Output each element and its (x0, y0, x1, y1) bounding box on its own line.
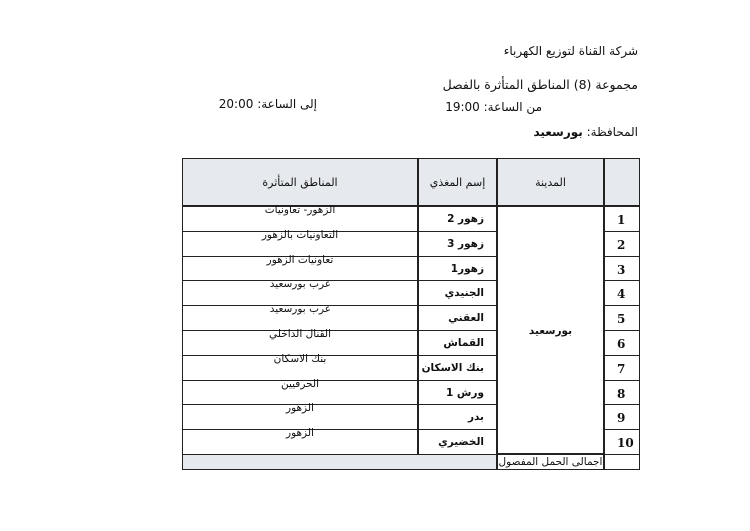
feeder-cell (418, 305, 497, 331)
col-header-city: المدينة (497, 158, 604, 206)
total-number-cell (604, 454, 640, 470)
row-number-cell (604, 380, 640, 406)
feeder-cell (418, 206, 497, 232)
area-cell (182, 429, 418, 455)
feeder-cell (418, 256, 497, 282)
to-time (219, 97, 317, 111)
feeder-cell (418, 380, 497, 406)
area-text: غرب بورسعيد (269, 278, 331, 291)
area-text: التعاونيات بالزهور (261, 228, 339, 241)
city-cell (497, 206, 604, 454)
governorate-label: المحافظة: (586, 125, 638, 139)
feeder-cell (418, 231, 497, 257)
row-number: 1 (617, 213, 626, 227)
row-number-cell (604, 231, 640, 257)
row-number-cell (604, 330, 640, 356)
area-text: غرب بورسعيد (269, 303, 331, 316)
total-value-cell (182, 454, 497, 470)
total-label: اجمالى الحمل المفصول (498, 456, 603, 468)
row-number-cell (604, 305, 640, 331)
row-number: 10 (617, 436, 634, 451)
row-number: 8 (617, 386, 626, 401)
col-header-number (604, 158, 640, 206)
governorate (533, 125, 638, 139)
row-number-cell (604, 206, 640, 232)
col-header-feeder: إسم المغذي (418, 158, 497, 206)
row-number: 5 (617, 312, 626, 327)
outage-table (182, 158, 640, 470)
row-number-cell (604, 256, 640, 282)
row-number-cell (604, 429, 640, 455)
city-value: بورسعيد (528, 325, 573, 337)
row-number: 4 (617, 287, 626, 302)
row-number: 2 (617, 237, 626, 252)
area-text: الزهور (286, 402, 314, 415)
feeder-cell (418, 330, 497, 356)
feeder-text: الخضيري (438, 436, 484, 449)
feeder-text: القماش (443, 337, 484, 349)
row-number: 9 (617, 411, 626, 426)
from-label: من الساعة: (483, 100, 542, 114)
feeder-text: ورش 1 (445, 386, 484, 399)
governorate-value: بورسعيد (533, 125, 583, 139)
row-number: 6 (617, 337, 626, 351)
area-text: الزهور (286, 427, 314, 440)
feeder-text: زهور1 (450, 262, 484, 275)
row-number: 7 (617, 361, 626, 376)
company-name: شركة القناة لتوزيع الكهرباء (503, 44, 638, 58)
from-value: 19:00 (445, 100, 480, 114)
feeder-text: زهور 2 (447, 213, 484, 225)
feeder-cell (418, 355, 497, 381)
row-number-cell (604, 404, 640, 430)
area-text: الزهور- تعاونيات (264, 204, 336, 216)
from-time (445, 100, 542, 114)
area-text: بنك الاسكان (273, 352, 327, 365)
to-label: إلى الساعة: (257, 97, 317, 111)
feeder-cell (418, 429, 497, 455)
area-text: القنال الداخلي (268, 328, 332, 340)
feeder-text: بدر (467, 411, 484, 424)
area-text: الحرفيين (280, 377, 320, 390)
row-number-cell (604, 280, 640, 306)
feeder-cell (418, 280, 497, 306)
to-value: 20:00 (218, 97, 254, 111)
total-label-cell (497, 454, 604, 470)
feeder-text: الجنيدي (444, 287, 484, 300)
feeder-text: بنك الاسكان (421, 361, 484, 374)
group-title: مجموعة (8) المناطق المتأثرة بالفصل (442, 77, 638, 92)
row-number-cell (604, 355, 640, 381)
feeder-text: زهور 3 (447, 237, 484, 250)
feeder-cell (418, 404, 497, 430)
row-number: 3 (617, 262, 626, 277)
col-header-areas: المناطق المتأثرة (182, 158, 418, 206)
feeder-text: العقني (448, 312, 484, 325)
area-text: تعاونيات الزهور (266, 253, 334, 266)
